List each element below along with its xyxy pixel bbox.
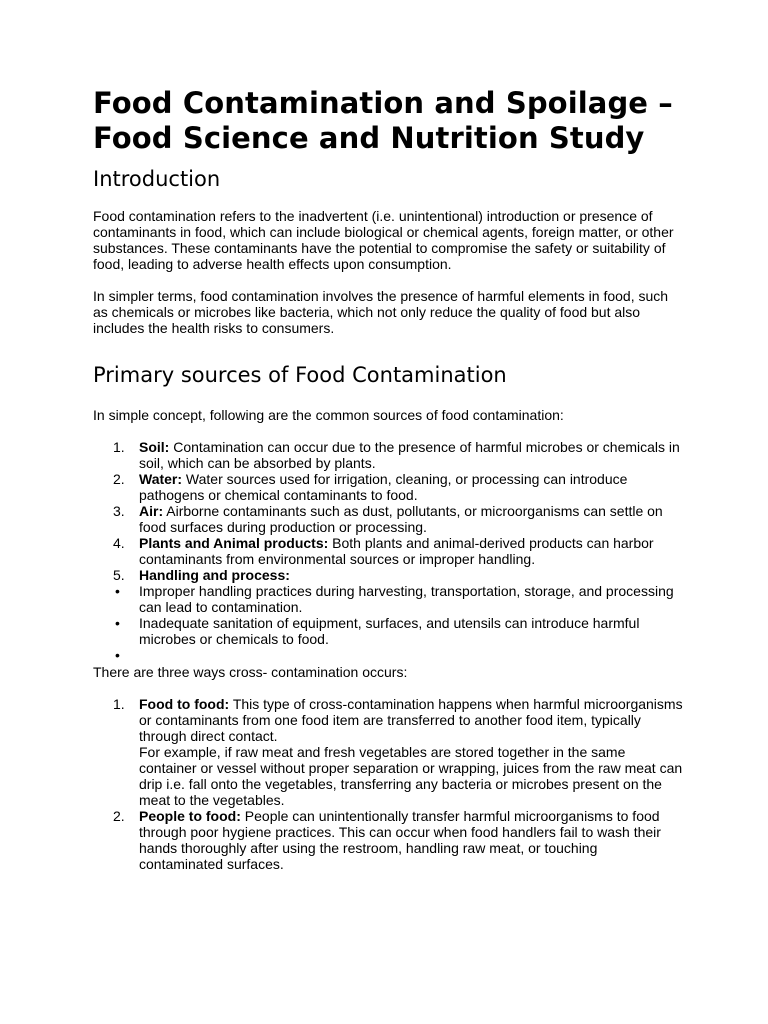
sources-intro-paragraph: In simple concept, following are the common sources of food contamination: (93, 407, 564, 423)
bullet-marker: • (115, 583, 120, 599)
list-item (93, 439, 683, 471)
intro-paragraph: In simpler terms, food contamination involves the presence of harmful elements in food, such as chemicals or microbes like bacteria, which not only reduce the quality of food but also includes the health risks to consumers. (93, 288, 669, 336)
list-item-text: People can unintentionally transfer harmful microorganisms to food through poor hygiene practices. This can occur when food handlers fail to wash their hands thoroughly after using the restroom, handling raw meat, or touching contaminated surfaces. (139, 808, 661, 872)
intro-paragraph: Food contamination refers to the inadvertent (i.e. unintentional) introduction or presence of contaminants in food, which can include biological or chemical agents, foreign matter, or other substances. These contaminants have the potential to compromise the safety or suitability of food, leading to adverse health effects upon consumption. (93, 208, 674, 272)
list-item-label: Handling and process: (139, 567, 290, 583)
list-item (93, 808, 683, 872)
list-item-text: Airborne contaminants such as dust, pollutants, or microorganisms can settle on food surfaces during production or processing. (139, 503, 663, 535)
list-number: 2. (113, 471, 125, 487)
list-number: 3. (113, 503, 125, 519)
heading-primary-sources: Primary sources of Food Contamination (93, 363, 507, 387)
list-item (93, 696, 683, 808)
handling-bullet-list (93, 583, 683, 663)
list-item (93, 503, 683, 535)
bullet-item-empty (93, 647, 683, 663)
list-item (93, 535, 683, 567)
list-item (93, 471, 683, 503)
list-item-label: Food to food: (139, 696, 230, 712)
list-item-text: Both plants and animal-derived products can harbor contaminants from environmental sources or improper handling. (139, 535, 654, 567)
cross-contamination-intro: There are three ways cross- contamination occurs: (93, 664, 408, 680)
bullet-marker: • (115, 647, 120, 663)
list-number: 1. (113, 439, 125, 455)
list-number: 2. (113, 808, 125, 824)
list-item-text: Contamination can occur due to the presence of harmful microbes or chemicals in soil, which can be absorbed by plants. (139, 439, 680, 471)
bullet-text: Improper handling practices during harvesting, transportation, storage, and processing can lead to contamination. (139, 583, 674, 615)
document-content (93, 86, 683, 872)
list-number: 5. (113, 567, 125, 583)
heading-introduction: Introduction (93, 167, 221, 191)
bullet-marker: • (115, 615, 120, 631)
list-item-label: Air: (139, 503, 164, 519)
list-item-text: Water sources used for irrigation, cleaning, or processing can introduce pathogens or chemical contaminants to food. (139, 471, 628, 503)
list-item-example: For example, if raw meat and fresh vegetables are stored together in the same container or vessel without proper separation or wrapping, juices from the raw meat can drip i.e. fall onto the vegetables, transferring any bacteria or microbes present on the meat to the vegetables. (139, 744, 683, 808)
list-item (93, 567, 683, 583)
list-item-label: Soil: (139, 439, 170, 455)
document-title: Food Contamination and Spoilage – Food Science and Nutrition Study (93, 86, 673, 155)
bullet-text: Inadequate sanitation of equipment, surfaces, and utensils can introduce harmful microbes or chemicals to food. (139, 615, 640, 647)
list-item-label: Plants and Animal products: (139, 535, 329, 551)
list-item-text: This type of cross-contamination happens when harmful microorganisms or contaminants from one food item are transferred to another food item, typically through direct contact. (139, 696, 683, 744)
list-number: 4. (113, 535, 125, 551)
list-number: 1. (113, 696, 125, 712)
list-item-label: Water: (139, 471, 183, 487)
list-item-label: People to food: (139, 808, 241, 824)
bullet-item (93, 583, 683, 615)
bullet-item (93, 615, 683, 647)
cross-contamination-list (93, 696, 683, 872)
sources-list (93, 439, 683, 583)
